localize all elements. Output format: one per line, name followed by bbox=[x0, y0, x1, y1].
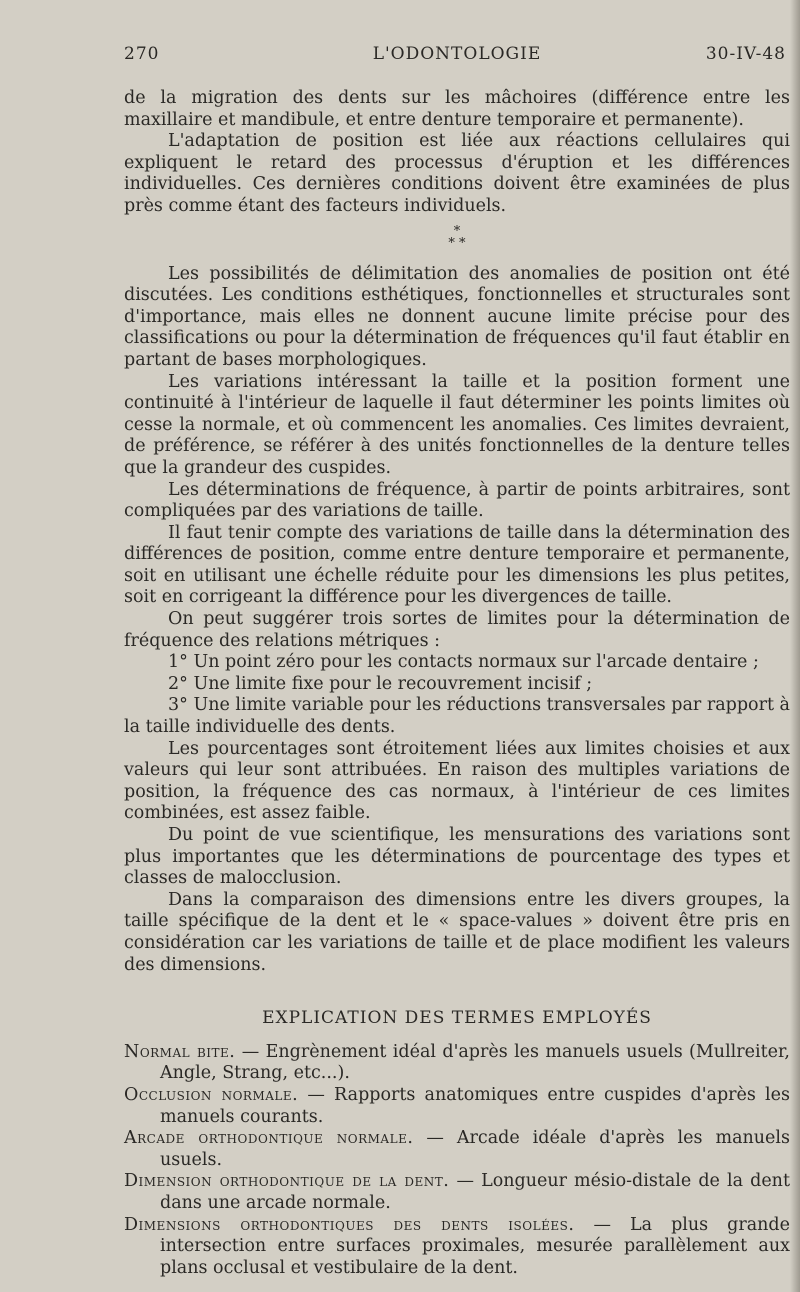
list-item: 1° Un point zéro pour les contacts normaux sur l'arcade dentaire ; bbox=[168, 652, 759, 673]
list-item: 2° Une limite fixe pour le recouvrement incisif ; bbox=[168, 673, 593, 694]
issue-date: 30-IV-48 bbox=[705, 44, 786, 64]
definition-text: — Rapports anatomiques entre cuspides d'après les manuels courants. bbox=[160, 1084, 790, 1127]
paragraph: On peut suggérer trois sortes de limites pour la détermination de fréquence des relations métriques : bbox=[124, 609, 790, 651]
definition-text: — Longueur mésio-distale de la dent dans une arcade normale. bbox=[160, 1171, 790, 1213]
section-separator bbox=[124, 223, 790, 251]
paragraph: de la migration des dents sur les mâchoires (différence entre les maxillaire et mandibule, et entre denture temporaire et permanente). bbox=[124, 88, 790, 130]
list-item: 3° Une limite variable pour les réductions transversales par rapport à la taille individuelle des dents. bbox=[124, 695, 790, 738]
page-edge-shadow bbox=[790, 0, 800, 1292]
definition-text: — Arcade idéale d'après les manuels usuels. bbox=[160, 1128, 790, 1170]
paragraph: Les variations intéressant la taille et la position forment une continuité à l'intérieur de laquelle il faut déterminer les points limites où cesse la normale, et où commencent les anomalies. Ces limites devraient, de préférence, se référer à des unités fonctionnelles de la denture telles que la grandeur des cuspides. bbox=[124, 371, 790, 478]
definition-item bbox=[124, 1128, 790, 1171]
paragraph: Les pourcentages sont étroitement liées aux limites choisies et aux valeurs qui leur sont attribuées. En raison des multiples variations de position, la fréquence des cas normaux, à l'intérieur de ces limites combinées, est assez faible. bbox=[124, 738, 790, 824]
definition-term: Occlusion normale. bbox=[124, 1084, 299, 1105]
definition-item bbox=[124, 1085, 790, 1128]
definition-term: Normal bite. bbox=[124, 1041, 236, 1062]
paragraph: Les possibilités de délimitation des anomalies de position ont été discutées. Les conditions esthétiques, fonctionnelles et structurales sont d'importance, mais elles ne donnent aucune limite précise pour des classifications ou pour la détermination de fréquences qu'il faut établir en partant de bases morphologiques. bbox=[124, 263, 790, 370]
section-title: EXPLICATION DES TERMES EMPLOYÉS bbox=[262, 1008, 652, 1029]
paragraph: Il faut tenir compte des variations de taille dans la détermination des différences de position, comme entre denture temporaire et permanente, soit en utilisant une échelle réduite pour les dimensions les plus petites, soit en corrigeant la différence pour les divergences de taille. bbox=[124, 522, 790, 608]
definition-term: Dimension orthodontique de la dent. bbox=[124, 1171, 450, 1192]
definition-item bbox=[124, 1171, 790, 1214]
paragraph: Du point de vue scientifique, les mensurations des variations sont plus importantes que les déterminations de pourcentage des types et classes de malocclusion. bbox=[124, 825, 790, 889]
separator-stars-bottom: * * bbox=[448, 235, 466, 251]
definition-term: Dimensions orthodontiques des dents isolées. bbox=[124, 1214, 575, 1235]
definition-text: — Engrènement idéal d'après les manuels usuels (Mullreiter, Angle, Strang, etc...). bbox=[160, 1041, 790, 1084]
journal-title: L'ODONTOLOGIE bbox=[372, 44, 542, 64]
definition-term: Arcade orthodontique normale. bbox=[124, 1128, 414, 1149]
paragraph: Dans la comparaison des dimensions entre les divers groupes, la taille spécifique de la dent et le « space-values » doivent être pris en considération car les variations de taille et de place modifient les valeurs des dimensions. bbox=[124, 889, 790, 975]
page-body bbox=[124, 88, 790, 1279]
page-number: 270 bbox=[124, 44, 160, 64]
definition-item bbox=[124, 1042, 790, 1085]
paragraph: Les déterminations de fréquence, à partir de points arbitraires, sont compliquées par des variations de taille. bbox=[124, 479, 790, 522]
paragraph: L'adaptation de position est liée aux réactions cellulaires qui expliquent le retard des processus d'éruption et les différences individuelles. Ces dernières conditions doivent être examinées de plus près comme étant des facteurs individuels. bbox=[124, 131, 790, 216]
definition-item bbox=[124, 1215, 790, 1280]
separator-star-top: * bbox=[453, 223, 461, 239]
definition-text: — La plus grande intersection entre surfaces proximales, mesurée parallèlement aux plans occlusal et vestibulaire de la dent. bbox=[160, 1214, 790, 1278]
